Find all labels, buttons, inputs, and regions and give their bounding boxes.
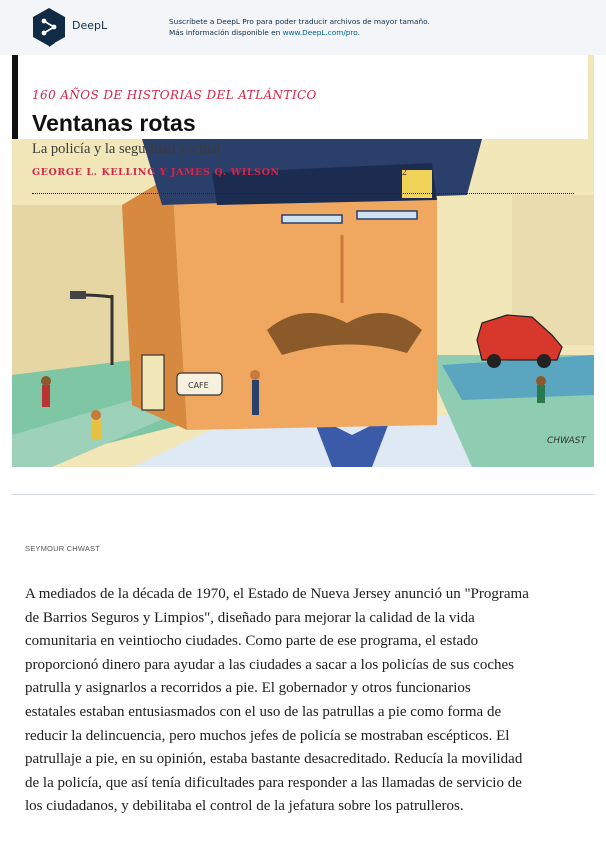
body-line: de Barrios Seguros y Limpios", diseñado para mejorar la calidad de la vida bbox=[25, 609, 475, 626]
body-line: patrullaje a pie, en su opinión, estaba bastante desacreditado. Reducía la movilidad bbox=[25, 751, 523, 768]
title-accent-bar bbox=[12, 55, 18, 139]
hero-illustration bbox=[12, 55, 594, 467]
page-number: 2 bbox=[402, 167, 407, 178]
promo-line-1: Suscríbete a DeepL Pro para poder traducir archivos de mayor tamaño. bbox=[169, 17, 430, 26]
article-subtitle: La policía y la seguridad vecinal bbox=[32, 141, 221, 157]
deepl-logo-text[interactable]: DeepL bbox=[72, 19, 108, 32]
image-credit: SEYMOUR CHWAST bbox=[25, 544, 101, 553]
section-divider bbox=[12, 494, 595, 495]
deepl-logo-icon[interactable] bbox=[32, 7, 66, 47]
body-line: los ciudadanos, y debilitaba el control de la jefatura sobre los patrulleros. bbox=[25, 798, 464, 815]
article-title: Ventanas rotas bbox=[32, 110, 196, 136]
promo-suffix: . bbox=[357, 27, 360, 37]
article-authors: GEORGE L. KELLING Y JAMES Q. WILSON bbox=[32, 167, 280, 178]
body-line: proporcionó dinero para ayudar a las ciudades a sacar a los policías de sus coches bbox=[25, 656, 514, 673]
body-line: A mediados de la década de 1970, el Estado de Nueva Jersey anunció un "Programa bbox=[25, 586, 529, 602]
promo-link[interactable]: www.DeepL.com/pro bbox=[282, 27, 358, 37]
promo-prefix: Más información disponible en bbox=[169, 27, 283, 37]
deepl-banner bbox=[0, 0, 606, 55]
body-line: comunitaria en veintiocho ciudades. Como parte de ese programa, el estado bbox=[25, 633, 479, 650]
body-line: patrulla y asignarlos a recorridos a pie. El gobernador y otros funcionarios bbox=[25, 680, 471, 697]
body-line: de la policía, que así tenía dificultades para responder a las llamadas de servicio de bbox=[25, 774, 522, 791]
dotted-divider bbox=[32, 193, 574, 194]
cafe-sign: CAFE bbox=[188, 381, 209, 390]
body-line: estatales estaban entusiasmados con el uso de las patrullas a pie como forma de bbox=[25, 703, 502, 720]
promo-message bbox=[169, 17, 430, 38]
body-line: reducir la delincuencia, pero muchos jefes de policía se mostraban escépticos. El bbox=[25, 727, 510, 744]
artist-signature: CHWAST bbox=[547, 436, 586, 446]
promo-line-2 bbox=[169, 28, 430, 39]
article-body bbox=[25, 583, 585, 819]
series-kicker: 160 AÑOS DE HISTORIAS DEL ATLÁNTICO bbox=[32, 88, 317, 102]
